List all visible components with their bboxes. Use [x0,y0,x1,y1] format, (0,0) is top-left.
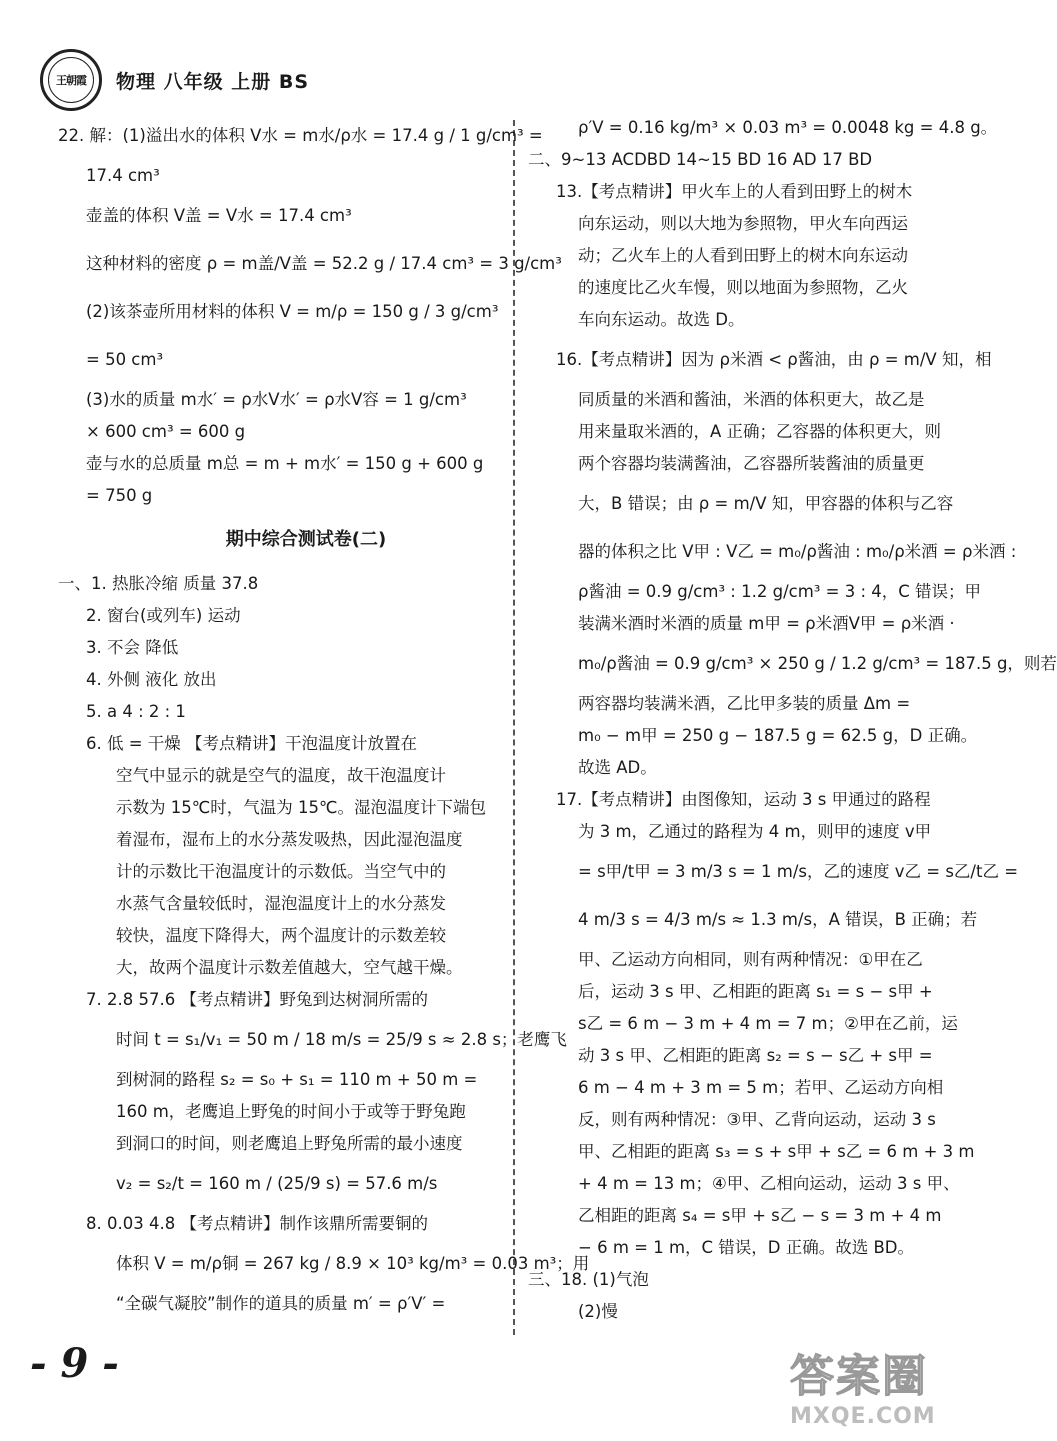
answer-line: (2)慢 [578,1302,618,1321]
q22-line: (3)水的质量 m水′ = ρ水V水′ = ρ水V容 = 1 g/cm³ [86,390,467,409]
answer-line: − 6 m = 1 m，C 错误，D 正确。故选 BD。 [578,1238,915,1257]
q22-line: = 750 g [86,486,153,505]
answer-line: 13.【考点精讲】甲火车上的人看到田野上的树木 [556,182,913,201]
section-title: 期中综合测试卷(二) [225,529,387,550]
answer-line: 为 3 m，乙通过的路程为 4 m，则甲的速度 v甲 [578,822,932,841]
answer-line: 6 m − 4 m + 3 m = 5 m；若甲、乙运动方向相 [578,1078,944,1097]
column-divider [513,120,515,1335]
answer-line: 17.【考点精讲】由图像知，运动 3 s 甲通过的路程 [556,790,931,809]
answer-line: 动；乙火车上的人看到田野上的树木向东运动 [578,246,908,265]
answer-line: 5. a 4 : 2 : 1 [86,702,186,721]
watermark [790,1340,975,1430]
q22-line: 壶盖的体积 V盖 = V水 = 17.4 cm³ [86,206,352,225]
answer-line: 二、9~13 ACDBD 14~15 BD 16 AD 17 BD [528,150,873,169]
answer-line: 大，B 错误；由 ρ = m/V 知，甲容器的体积与乙容 [578,494,954,513]
watermark-url: MXQE.COM [790,1404,936,1429]
right-column [528,112,1057,1328]
page-header [40,50,309,110]
q22-line: (2)该茶壶所用材料的体积 V = m/ρ = 150 g / 3 g/cm³ [86,302,499,321]
book-title: 物理 八年级 上册 BS [116,70,310,93]
answer-line: 示数为 15℃时，气温为 15℃。湿泡温度计下端包 [116,798,487,817]
answer-line: 8. 0.03 4.8 【考点精讲】制作该鼎所需要铜的 [86,1214,428,1233]
answer-line: s乙 = 6 m − 3 m + 4 m = 7 m；②甲在乙前，运 [578,1014,958,1033]
answer-line: 160 m，老鹰追上野兔的时间小于或等于野兔跑 [116,1102,466,1121]
answer-line: ρ′V = 0.16 kg/m³ × 0.03 m³ = 0.0048 kg = 4.8 g。 [578,118,998,137]
answer-line: ρ酱油 = 0.9 g/cm³ : 1.2 g/cm³ = 3 : 4，C 错误；甲 [578,582,982,601]
answer-line: 故选 AD。 [578,758,657,777]
answer-line: 6. 低 = 干燥 【考点精讲】干泡温度计放置在 [86,734,418,753]
answer-line: 4 m/3 s = 4/3 m/s ≈ 1.3 m/s，A 错误，B 正确；若 [578,910,978,929]
logo [40,49,102,111]
answer-line: 时间 t = s₁/v₁ = 50 m / 18 m/s = 25/9 s ≈ 2.8 s；老鹰飞 [116,1030,567,1049]
answer-line: 反，则有两种情况：③甲、乙背向运动，运动 3 s [578,1110,936,1129]
q22-line: × 600 cm³ = 600 g [86,422,246,441]
answer-line: 着湿布，湿布上的水分蒸发吸热，因此湿泡温度 [116,830,463,849]
answer-line: 的速度比乙火车慢，则以地面为参照物，乙火 [578,278,908,297]
answer-line: 用来量取米酒的，A 正确；乙容器的体积更大，则 [578,422,942,441]
answer-line: 两容器均装满米酒，乙比甲多装的质量 Δm = [578,694,911,713]
answer-line: 一、1. 热胀冷缩 质量 37.8 [58,574,259,593]
answer-line: 同质量的米酒和酱油，米酒的体积更大，故乙是 [578,390,925,409]
answer-line: 后，运动 3 s 甲、乙相距的距离 s₁ = s − s甲 + [578,982,933,1001]
answer-line: 三、18. (1)气泡 [528,1270,649,1289]
answer-line: m₀/ρ酱油 = 0.9 g/cm³ × 250 g / 1.2 g/cm³ = 187.5 g，则若 [578,654,1057,673]
answer-line: 7. 2.8 57.6 【考点精讲】野兔到达树洞所需的 [86,990,428,1009]
answer-line: 水蒸气含量较低时，湿泡温度计上的水分蒸发 [116,894,446,913]
answer-line: 到树洞的路程 s₂ = s₀ + s₁ = 110 m + 50 m = [116,1070,478,1089]
answer-line: 2. 窗台(或列车) 运动 [86,606,241,625]
q22-line: 17.4 cm³ [86,166,160,185]
answer-line: 4. 外侧 液化 放出 [86,670,217,689]
answer-line: 3. 不会 降低 [86,638,179,657]
answer-line: 动 3 s 甲、乙相距的距离 s₂ = s − s乙 + s甲 = [578,1046,933,1065]
answer-line: 空气中显示的就是空气的温度，故干泡温度计 [116,766,446,785]
answer-line: 甲、乙相距的距离 s₃ = s + s甲 + s乙 = 6 m + 3 m [578,1142,975,1161]
answer-line: 较快，温度下降得大，两个温度计的示数差较 [116,926,446,945]
logo-ring [48,57,94,103]
answer-line: 计的示数比干泡温度计的示数低。当空气中的 [116,862,446,881]
answer-line: v₂ = s₂/t = 160 m / (25/9 s) = 57.6 m/s [116,1174,438,1193]
page-number: - 9 - [30,1340,119,1387]
q22-line: 壶与水的总质量 m总 = m + m水′ = 150 g + 600 g [86,454,484,473]
answer-line: = s甲/t甲 = 3 m/3 s = 1 m/s，乙的速度 v乙 = s乙/t乙 = [578,862,1019,881]
answer-line: 到洞口的时间，则老鹰追上野兔所需的最小速度 [116,1134,463,1153]
answer-line: 向东运动，则以大地为参照物，甲火车向西运 [578,214,908,233]
q22-line: 22. 解：(1)溢出水的体积 V水 = m水/ρ水 = 17.4 g / 1 g/cm³ = [58,126,543,145]
watermark-logo-text: 答案圈 [790,1351,928,1402]
answer-line: + 4 m = 13 m；④甲、乙相向运动，运动 3 s 甲、 [578,1174,960,1193]
logo-text: 王朝霞 [56,74,86,87]
answer-line: 16.【考点精讲】因为 ρ米酒 < ρ酱油，由 ρ = m/V 知，相 [556,350,992,369]
answer-line: 车向东运动。故选 D。 [578,310,745,329]
answer-line: “全碳气凝胶”制作的道具的质量 m′ = ρ′V′ = [116,1294,446,1313]
answer-line: 两个容器均装满酱油，乙容器所装酱油的质量更 [578,454,925,473]
answer-line: 体积 V = m/ρ铜 = 267 kg / 8.9 × 10³ kg/m³ = 0.03 m³；用 [116,1254,590,1273]
answer-line: m₀ − m甲 = 250 g − 187.5 g = 62.5 g，D 正确。 [578,726,978,745]
answer-line: 甲、乙运动方向相同，则有两种情况：①甲在乙 [578,950,923,969]
answer-line: 器的体积之比 V甲 : V乙 = m₀/ρ酱油 : m₀/ρ米酒 = ρ米酒 : [578,542,1017,561]
answer-line: 乙相距的距离 s₄ = s甲 + s乙 − s = 3 m + 4 m [578,1206,942,1225]
q22-line: = 50 cm³ [86,350,164,369]
answer-line: 大，故两个温度计示数差值越大，空气越干燥。 [116,958,463,977]
answer-line: 装满米酒时米酒的质量 m甲 = ρ米酒V甲 = ρ米酒 · [578,614,955,633]
q22-line: 这种材料的密度 ρ = m盖/V盖 = 52.2 g / 17.4 cm³ = 3 g/cm³ [86,254,562,273]
